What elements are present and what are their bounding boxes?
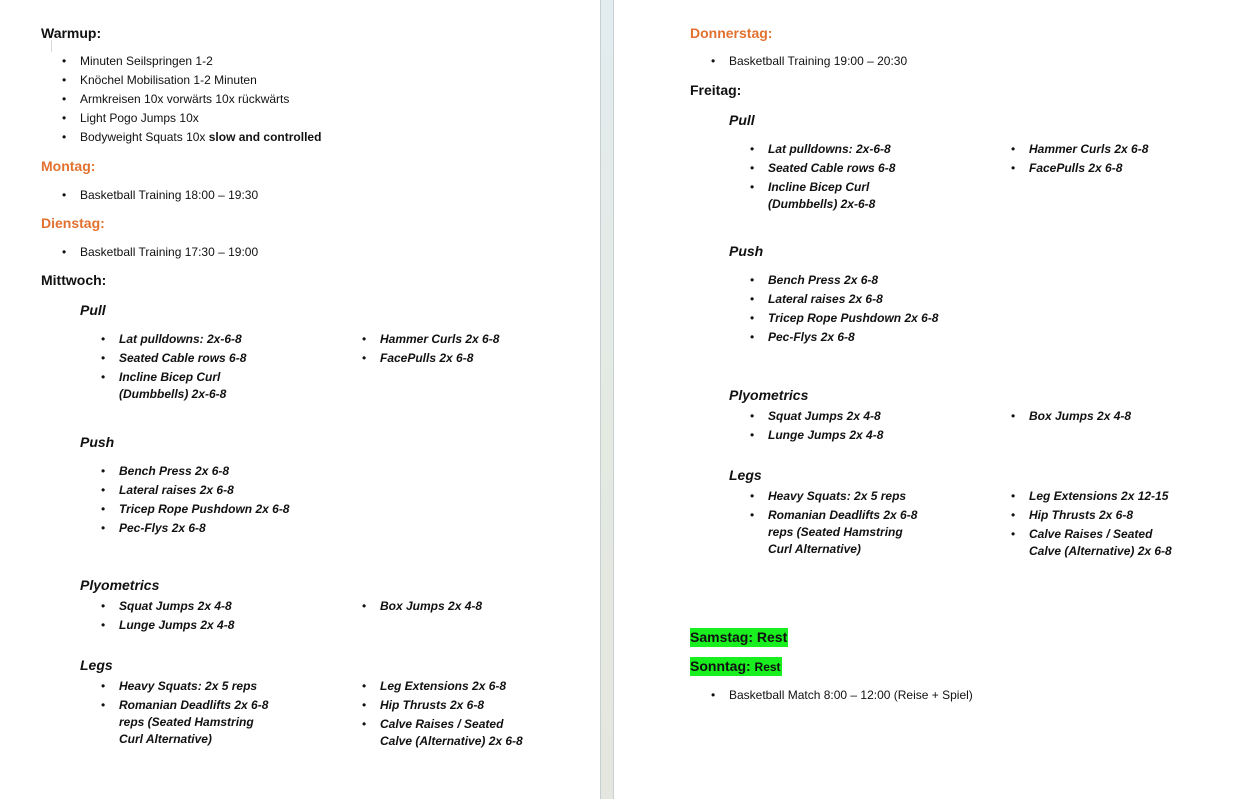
bullet-icon: • bbox=[362, 717, 367, 731]
bullet-icon: • bbox=[101, 370, 106, 384]
list-item: • Heavy Squats: 2x 5 reps bbox=[750, 489, 907, 503]
bullet-icon: • bbox=[101, 351, 106, 365]
sonntag-heading: Sonntag: Rest bbox=[690, 658, 781, 674]
bullet-icon: • bbox=[750, 428, 755, 442]
plyometrics-subheading: Plyometrics bbox=[80, 577, 160, 593]
pull-subheading: Pull bbox=[80, 302, 106, 318]
bullet-icon: • bbox=[1011, 508, 1016, 522]
bullet-icon: • bbox=[711, 688, 716, 702]
list-item: • Pec-Flys 2x 6-8 bbox=[101, 521, 206, 535]
bullet-icon: • bbox=[750, 311, 755, 325]
list-item: • Box Jumps 2x 4-8 bbox=[1011, 409, 1132, 423]
list-item: • Basketball Training 19:00 – 20:30 bbox=[711, 54, 908, 68]
bullet-icon: • bbox=[362, 679, 367, 693]
list-item: • Tricep Rope Pushdown 2x 6-8 bbox=[750, 311, 939, 325]
bullet-icon: • bbox=[1011, 409, 1016, 423]
legs-subheading: Legs bbox=[80, 657, 113, 673]
bullet-icon: • bbox=[62, 130, 67, 144]
list-item: • Leg Extensions 2x 12-15 bbox=[1011, 489, 1169, 503]
bullet-icon: • bbox=[750, 330, 755, 344]
push-subheading: Push bbox=[729, 243, 764, 259]
bullet-icon: • bbox=[101, 698, 106, 712]
bullet-icon: • bbox=[101, 599, 106, 613]
freitag-heading: Freitag: bbox=[690, 82, 742, 98]
list-item: • Hammer Curls 2x 6-8 bbox=[362, 332, 500, 346]
list-item: • Lunge Jumps 2x 4-8 bbox=[750, 428, 884, 442]
mittwoch-heading: Mittwoch: bbox=[41, 272, 107, 288]
list-item: • Squat Jumps 2x 4-8 bbox=[101, 599, 232, 613]
bullet-icon: • bbox=[1011, 527, 1016, 541]
list-item: • Tricep Rope Pushdown 2x 6-8 bbox=[101, 502, 290, 516]
list-item: • Calve Raises / Seated Calve (Alternative) 2x 6-8 bbox=[362, 717, 523, 748]
plyometrics-subheading: Plyometrics bbox=[729, 387, 809, 403]
bullet-icon: • bbox=[101, 679, 106, 693]
bullet-icon: • bbox=[362, 599, 367, 613]
bullet-icon: • bbox=[750, 508, 755, 522]
list-item: • Basketball Training 17:30 – 19:00 bbox=[62, 245, 259, 259]
bullet-icon: • bbox=[101, 464, 106, 478]
bullet-icon: • bbox=[1011, 489, 1016, 503]
bullet-icon: • bbox=[62, 188, 67, 202]
list-item: • Bench Press 2x 6-8 bbox=[750, 273, 879, 287]
donnerstag-heading: Donnerstag: bbox=[690, 25, 773, 41]
list-item: • Incline Bicep Curl (Dumbbells) 2x-6-8 bbox=[101, 370, 227, 401]
bullet-icon: • bbox=[750, 161, 755, 175]
list-item: • Heavy Squats: 2x 5 reps bbox=[101, 679, 258, 693]
list-item: • Armkreisen 10x vorwärts 10x rückwärts bbox=[62, 92, 290, 106]
bullet-icon: • bbox=[750, 180, 755, 194]
bullet-icon: • bbox=[750, 292, 755, 306]
legs-subheading: Legs bbox=[729, 467, 762, 483]
bullet-icon: • bbox=[750, 409, 755, 423]
bullet-icon: • bbox=[101, 332, 106, 346]
list-item: • Lunge Jumps 2x 4-8 bbox=[101, 618, 235, 632]
bullet-icon: • bbox=[750, 273, 755, 287]
list-item: • Romanian Deadlifts 2x 6-8 reps (Seated Hamstring Curl Alternative) bbox=[101, 698, 269, 746]
bullet-icon: • bbox=[101, 618, 106, 632]
list-item: • Bodyweight Squats 10x slow and controlled bbox=[62, 130, 322, 144]
bullet-icon: • bbox=[62, 54, 67, 68]
list-item: • FacePulls 2x 6-8 bbox=[1011, 161, 1123, 175]
list-item: • Seated Cable rows 6-8 bbox=[750, 161, 896, 175]
list-item: • Romanian Deadlifts 2x 6-8 reps (Seated Hamstring Curl Alternative) bbox=[750, 508, 918, 556]
list-item: • Calve Raises / Seated Calve (Alternative) 2x 6-8 bbox=[1011, 527, 1172, 558]
bullet-icon: • bbox=[1011, 161, 1016, 175]
list-item: • Lat pulldowns: 2x-6-8 bbox=[101, 332, 242, 346]
list-item: • Hammer Curls 2x 6-8 bbox=[1011, 142, 1149, 156]
bullet-icon: • bbox=[362, 698, 367, 712]
list-item: • Pec-Flys 2x 6-8 bbox=[750, 330, 855, 344]
list-item: • Lateral raises 2x 6-8 bbox=[101, 483, 234, 497]
samstag-heading: Samstag: Rest bbox=[690, 629, 788, 645]
dienstag-heading: Dienstag: bbox=[41, 215, 105, 231]
list-item: • Hip Thrusts 2x 6-8 bbox=[362, 698, 485, 712]
list-item: • Minuten Seilspringen 1-2 bbox=[62, 54, 213, 68]
bullet-icon: • bbox=[101, 483, 106, 497]
list-item: • Lateral raises 2x 6-8 bbox=[750, 292, 883, 306]
bullet-icon: • bbox=[62, 245, 67, 259]
pull-subheading: Pull bbox=[729, 112, 755, 128]
document-page-right[interactable] bbox=[614, 0, 1243, 799]
push-subheading: Push bbox=[80, 434, 115, 450]
bullet-icon: • bbox=[750, 489, 755, 503]
bullet-icon: • bbox=[362, 351, 367, 365]
bullet-icon: • bbox=[362, 332, 367, 346]
list-item: • FacePulls 2x 6-8 bbox=[362, 351, 474, 365]
warmup-heading: Warmup: bbox=[41, 25, 102, 41]
bullet-icon: • bbox=[62, 73, 67, 87]
bullet-icon: • bbox=[101, 521, 106, 535]
montag-heading: Montag: bbox=[41, 158, 96, 174]
bullet-icon: • bbox=[101, 502, 106, 516]
list-item: • Seated Cable rows 6-8 bbox=[101, 351, 247, 365]
list-item: • Knöchel Mobilisation 1-2 Minuten bbox=[62, 73, 257, 87]
list-item: • Incline Bicep Curl (Dumbbells) 2x-6-8 bbox=[750, 180, 876, 211]
list-item: • Leg Extensions 2x 6-8 bbox=[362, 679, 507, 693]
bullet-icon: • bbox=[1011, 142, 1016, 156]
bullet-icon: • bbox=[62, 92, 67, 106]
document-page-left[interactable] bbox=[0, 0, 600, 799]
list-item: • Hip Thrusts 2x 6-8 bbox=[1011, 508, 1134, 522]
list-item: • Bench Press 2x 6-8 bbox=[101, 464, 230, 478]
bullet-icon: • bbox=[750, 142, 755, 156]
text-cursor bbox=[51, 40, 52, 52]
list-item: • Basketball Match 8:00 – 12:00 (Reise + Spiel) bbox=[711, 688, 973, 702]
list-item: • Basketball Training 18:00 – 19:30 bbox=[62, 188, 259, 202]
list-item: • Lat pulldowns: 2x-6-8 bbox=[750, 142, 891, 156]
list-item: • Squat Jumps 2x 4-8 bbox=[750, 409, 881, 423]
bullet-icon: • bbox=[62, 111, 67, 125]
page-gutter bbox=[600, 0, 614, 799]
list-item: • Box Jumps 2x 4-8 bbox=[362, 599, 483, 613]
bullet-icon: • bbox=[711, 54, 716, 68]
list-item: • Light Pogo Jumps 10x bbox=[62, 111, 199, 125]
